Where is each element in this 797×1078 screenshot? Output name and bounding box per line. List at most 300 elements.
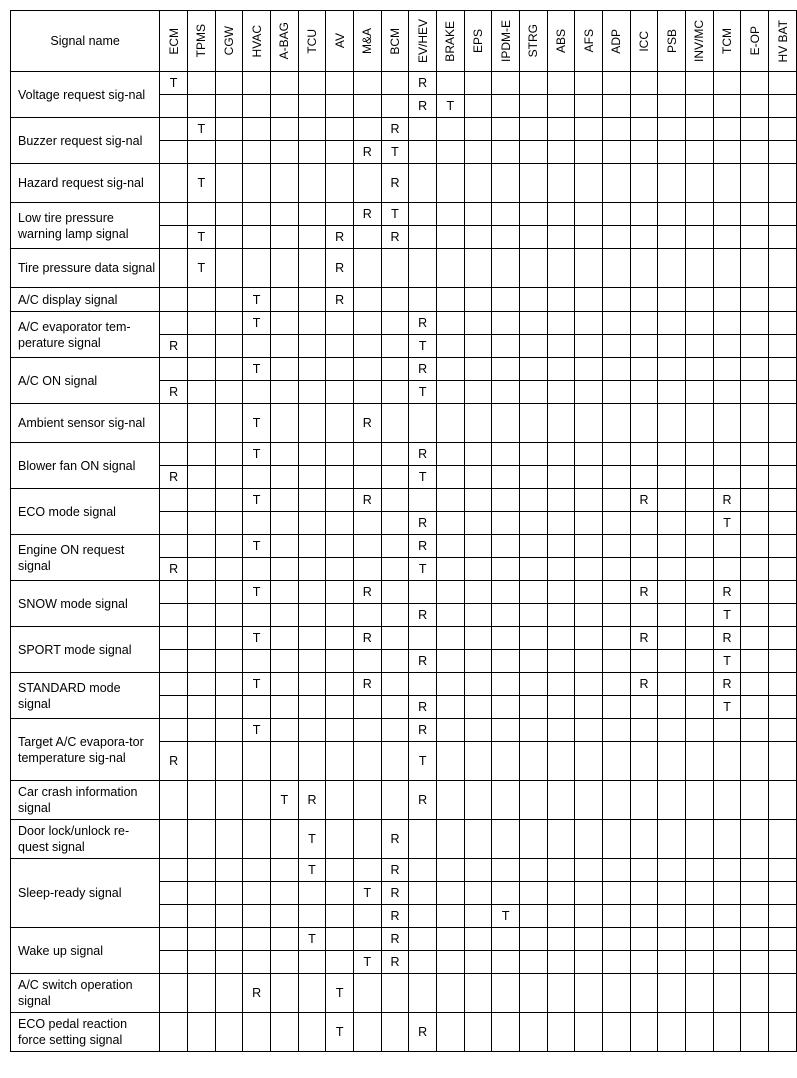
cell xyxy=(464,72,492,95)
cell xyxy=(298,164,326,203)
cell xyxy=(353,719,381,742)
cell xyxy=(381,358,409,381)
cell xyxy=(436,489,464,512)
cell xyxy=(243,381,271,404)
cell xyxy=(520,696,548,719)
cell xyxy=(713,719,741,742)
cell xyxy=(575,535,603,558)
unit-header-label: ABS xyxy=(554,28,568,53)
cell xyxy=(326,905,354,928)
cell xyxy=(326,466,354,489)
cell xyxy=(603,72,631,95)
cell xyxy=(160,951,188,974)
cell xyxy=(741,604,769,627)
cell xyxy=(686,118,714,141)
cell xyxy=(160,404,188,443)
cell xyxy=(298,404,326,443)
cell xyxy=(187,335,215,358)
cell xyxy=(436,882,464,905)
cell xyxy=(630,443,658,466)
cell xyxy=(547,466,575,489)
cell xyxy=(713,226,741,249)
cell xyxy=(436,696,464,719)
unit-header-label: ICC xyxy=(637,30,652,52)
signal-name: Buzzer request sig-nal xyxy=(11,118,160,164)
cell: T xyxy=(326,1013,354,1052)
cell xyxy=(436,203,464,226)
cell xyxy=(243,95,271,118)
cell xyxy=(658,951,686,974)
cell xyxy=(575,781,603,820)
cell xyxy=(298,650,326,673)
cell: R xyxy=(298,781,326,820)
cell xyxy=(464,358,492,381)
cell xyxy=(547,558,575,581)
cell xyxy=(270,118,298,141)
cell xyxy=(492,820,520,859)
cell xyxy=(353,558,381,581)
cell xyxy=(187,1013,215,1052)
cell: T xyxy=(713,604,741,627)
cell xyxy=(769,558,797,581)
cell xyxy=(160,249,188,288)
cell xyxy=(298,466,326,489)
cell xyxy=(326,581,354,604)
cell xyxy=(381,335,409,358)
cell xyxy=(270,404,298,443)
cell xyxy=(741,512,769,535)
cell xyxy=(520,820,548,859)
cell xyxy=(492,335,520,358)
cell xyxy=(243,781,271,820)
cell xyxy=(326,781,354,820)
cell xyxy=(436,905,464,928)
cell xyxy=(270,72,298,95)
cell xyxy=(464,404,492,443)
cell xyxy=(436,512,464,535)
cell xyxy=(243,928,271,951)
cell xyxy=(160,489,188,512)
cell xyxy=(713,381,741,404)
cell xyxy=(353,535,381,558)
cell xyxy=(215,335,243,358)
cell xyxy=(575,72,603,95)
cell: R xyxy=(409,696,437,719)
cell xyxy=(160,535,188,558)
cell: R xyxy=(353,404,381,443)
unit-header xyxy=(187,11,215,72)
cell xyxy=(547,859,575,882)
cell xyxy=(520,203,548,226)
cell xyxy=(160,164,188,203)
cell xyxy=(741,627,769,650)
cell xyxy=(658,404,686,443)
unit-header xyxy=(713,11,741,72)
cell xyxy=(713,288,741,312)
cell: R xyxy=(381,118,409,141)
signal-name: Target A/C evapora-tor temperature sig-nal xyxy=(11,719,160,781)
cell xyxy=(464,335,492,358)
cell xyxy=(603,742,631,781)
cell xyxy=(381,489,409,512)
cell xyxy=(270,249,298,288)
cell xyxy=(436,118,464,141)
cell xyxy=(464,203,492,226)
cell xyxy=(409,673,437,696)
cell xyxy=(270,742,298,781)
cell xyxy=(547,928,575,951)
cell xyxy=(575,203,603,226)
cell xyxy=(492,742,520,781)
cell xyxy=(215,859,243,882)
cell xyxy=(326,512,354,535)
signal-row xyxy=(11,249,797,288)
cell xyxy=(547,951,575,974)
cell xyxy=(713,72,741,95)
cell xyxy=(298,581,326,604)
cell xyxy=(243,466,271,489)
cell xyxy=(603,673,631,696)
cell xyxy=(547,443,575,466)
cell: R xyxy=(326,226,354,249)
unit-header xyxy=(686,11,714,72)
unit-header-label: BRAKE xyxy=(443,20,458,62)
cell xyxy=(381,581,409,604)
cell xyxy=(215,381,243,404)
cell xyxy=(409,905,437,928)
cell xyxy=(769,627,797,650)
cell xyxy=(270,512,298,535)
cell xyxy=(298,489,326,512)
signal-name: ECO mode signal xyxy=(11,489,160,535)
cell xyxy=(741,742,769,781)
cell xyxy=(326,650,354,673)
cell xyxy=(547,882,575,905)
cell xyxy=(575,581,603,604)
cell: T xyxy=(409,466,437,489)
cell xyxy=(270,581,298,604)
cell xyxy=(464,535,492,558)
cell: R xyxy=(409,358,437,381)
cell xyxy=(547,905,575,928)
cell xyxy=(326,118,354,141)
cell: R xyxy=(353,203,381,226)
cell xyxy=(409,164,437,203)
cell xyxy=(769,489,797,512)
signal-name-header: Signal name xyxy=(11,11,160,72)
cell xyxy=(741,249,769,288)
cell xyxy=(187,781,215,820)
cell xyxy=(326,335,354,358)
cell xyxy=(436,358,464,381)
cell xyxy=(243,558,271,581)
cell xyxy=(575,882,603,905)
unit-header-label: ADP xyxy=(609,28,624,54)
cell xyxy=(270,951,298,974)
cell xyxy=(436,1013,464,1052)
cell xyxy=(741,558,769,581)
cell xyxy=(492,882,520,905)
cell xyxy=(436,742,464,781)
cell xyxy=(243,951,271,974)
cell xyxy=(298,1013,326,1052)
cell xyxy=(630,141,658,164)
cell: T xyxy=(243,443,271,466)
cell xyxy=(769,882,797,905)
signal-row xyxy=(11,312,797,335)
cell xyxy=(575,558,603,581)
cell xyxy=(741,141,769,164)
cell xyxy=(381,512,409,535)
cell xyxy=(492,404,520,443)
cell xyxy=(520,719,548,742)
cell xyxy=(630,820,658,859)
cell xyxy=(270,312,298,335)
unit-header-label: ECM xyxy=(166,27,181,55)
cell xyxy=(326,203,354,226)
cell xyxy=(658,1013,686,1052)
cell xyxy=(326,141,354,164)
cell xyxy=(686,466,714,489)
cell xyxy=(686,905,714,928)
cell xyxy=(492,781,520,820)
cell xyxy=(575,466,603,489)
cell xyxy=(492,466,520,489)
cell xyxy=(686,512,714,535)
cell xyxy=(520,604,548,627)
cell xyxy=(187,72,215,95)
cell xyxy=(187,512,215,535)
cell xyxy=(187,203,215,226)
cell xyxy=(270,466,298,489)
cell xyxy=(298,974,326,1013)
cell xyxy=(547,696,575,719)
cell xyxy=(436,404,464,443)
cell xyxy=(298,443,326,466)
cell xyxy=(603,535,631,558)
cell xyxy=(520,928,548,951)
cell xyxy=(381,95,409,118)
cell xyxy=(658,466,686,489)
cell xyxy=(686,381,714,404)
cell xyxy=(215,820,243,859)
cell xyxy=(492,512,520,535)
cell xyxy=(298,696,326,719)
cell xyxy=(464,95,492,118)
cell xyxy=(658,443,686,466)
cell xyxy=(713,203,741,226)
cell xyxy=(492,974,520,1013)
cell xyxy=(547,650,575,673)
cell xyxy=(741,696,769,719)
signal-row xyxy=(11,928,797,951)
cell: T xyxy=(243,535,271,558)
cell xyxy=(353,820,381,859)
cell xyxy=(658,358,686,381)
cell: R xyxy=(630,627,658,650)
cell xyxy=(353,164,381,203)
cell xyxy=(464,466,492,489)
cell xyxy=(243,742,271,781)
cell xyxy=(187,928,215,951)
cell xyxy=(353,512,381,535)
cell xyxy=(353,781,381,820)
cell xyxy=(298,381,326,404)
cell xyxy=(381,696,409,719)
cell xyxy=(769,118,797,141)
cell xyxy=(575,859,603,882)
cell xyxy=(741,882,769,905)
cell xyxy=(769,164,797,203)
cell xyxy=(160,905,188,928)
cell xyxy=(215,627,243,650)
cell xyxy=(326,859,354,882)
cell xyxy=(298,358,326,381)
cell xyxy=(520,627,548,650)
cell xyxy=(215,118,243,141)
signal-name: Voltage request sig-nal xyxy=(11,72,160,118)
cell xyxy=(575,358,603,381)
cell xyxy=(298,673,326,696)
cell xyxy=(741,859,769,882)
cell xyxy=(353,604,381,627)
cell xyxy=(160,882,188,905)
cell xyxy=(492,1013,520,1052)
cell xyxy=(464,859,492,882)
cell xyxy=(575,650,603,673)
cell xyxy=(713,141,741,164)
cell xyxy=(492,928,520,951)
cell xyxy=(298,141,326,164)
cell xyxy=(187,882,215,905)
cell: R xyxy=(409,719,437,742)
cell xyxy=(464,381,492,404)
cell xyxy=(409,859,437,882)
signal-name: Sleep-ready signal xyxy=(11,859,160,928)
cell xyxy=(769,581,797,604)
cell xyxy=(464,288,492,312)
cell xyxy=(270,820,298,859)
cell xyxy=(270,859,298,882)
cell xyxy=(215,781,243,820)
cell: R xyxy=(326,288,354,312)
cell xyxy=(298,118,326,141)
cell xyxy=(575,742,603,781)
cell: T xyxy=(326,974,354,1013)
cell xyxy=(575,951,603,974)
cell xyxy=(520,512,548,535)
cell xyxy=(658,974,686,1013)
cell xyxy=(520,742,548,781)
cell xyxy=(436,535,464,558)
cell xyxy=(630,974,658,1013)
cell xyxy=(464,974,492,1013)
unit-header xyxy=(630,11,658,72)
cell xyxy=(520,673,548,696)
cell xyxy=(741,1013,769,1052)
cell xyxy=(464,141,492,164)
unit-header-label: TCU xyxy=(304,28,319,54)
cell xyxy=(769,95,797,118)
cell xyxy=(575,249,603,288)
cell xyxy=(326,696,354,719)
cell xyxy=(686,820,714,859)
cell xyxy=(630,859,658,882)
cell xyxy=(686,489,714,512)
cell: R xyxy=(160,466,188,489)
cell xyxy=(270,164,298,203)
cell xyxy=(603,951,631,974)
cell xyxy=(381,443,409,466)
cell xyxy=(520,974,548,1013)
cell xyxy=(270,489,298,512)
cell xyxy=(741,288,769,312)
cell xyxy=(492,650,520,673)
cell xyxy=(575,312,603,335)
signal-row xyxy=(11,581,797,604)
cell xyxy=(630,558,658,581)
unit-header xyxy=(326,11,354,72)
unit-header-label: A-BAG xyxy=(277,22,292,60)
cell xyxy=(464,820,492,859)
cell xyxy=(547,404,575,443)
cell xyxy=(243,335,271,358)
unit-header-label: AFS xyxy=(581,29,596,53)
cell xyxy=(547,673,575,696)
cell: R xyxy=(713,581,741,604)
cell xyxy=(464,512,492,535)
cell xyxy=(464,164,492,203)
cell xyxy=(575,1013,603,1052)
cell: R xyxy=(409,443,437,466)
cell xyxy=(270,719,298,742)
cell xyxy=(243,820,271,859)
cell xyxy=(409,489,437,512)
cell xyxy=(215,719,243,742)
cell xyxy=(298,905,326,928)
cell xyxy=(436,335,464,358)
cell xyxy=(547,288,575,312)
cell xyxy=(243,72,271,95)
cell xyxy=(547,604,575,627)
cell xyxy=(353,742,381,781)
cell xyxy=(603,118,631,141)
signal-row xyxy=(11,820,797,859)
cell: T xyxy=(436,95,464,118)
unit-header-label: BCM xyxy=(387,27,402,55)
cell: T xyxy=(187,226,215,249)
cell xyxy=(520,288,548,312)
cell xyxy=(215,951,243,974)
cell xyxy=(243,859,271,882)
cell xyxy=(547,95,575,118)
cell xyxy=(630,951,658,974)
cell xyxy=(547,719,575,742)
cell xyxy=(575,335,603,358)
cell xyxy=(160,141,188,164)
cell xyxy=(187,95,215,118)
cell xyxy=(547,335,575,358)
cell xyxy=(603,466,631,489)
cell xyxy=(464,558,492,581)
signal-name: A/C display signal xyxy=(11,288,160,312)
cell xyxy=(769,381,797,404)
cell xyxy=(436,164,464,203)
cell xyxy=(381,72,409,95)
cell xyxy=(492,249,520,288)
cell xyxy=(658,696,686,719)
cell xyxy=(741,673,769,696)
